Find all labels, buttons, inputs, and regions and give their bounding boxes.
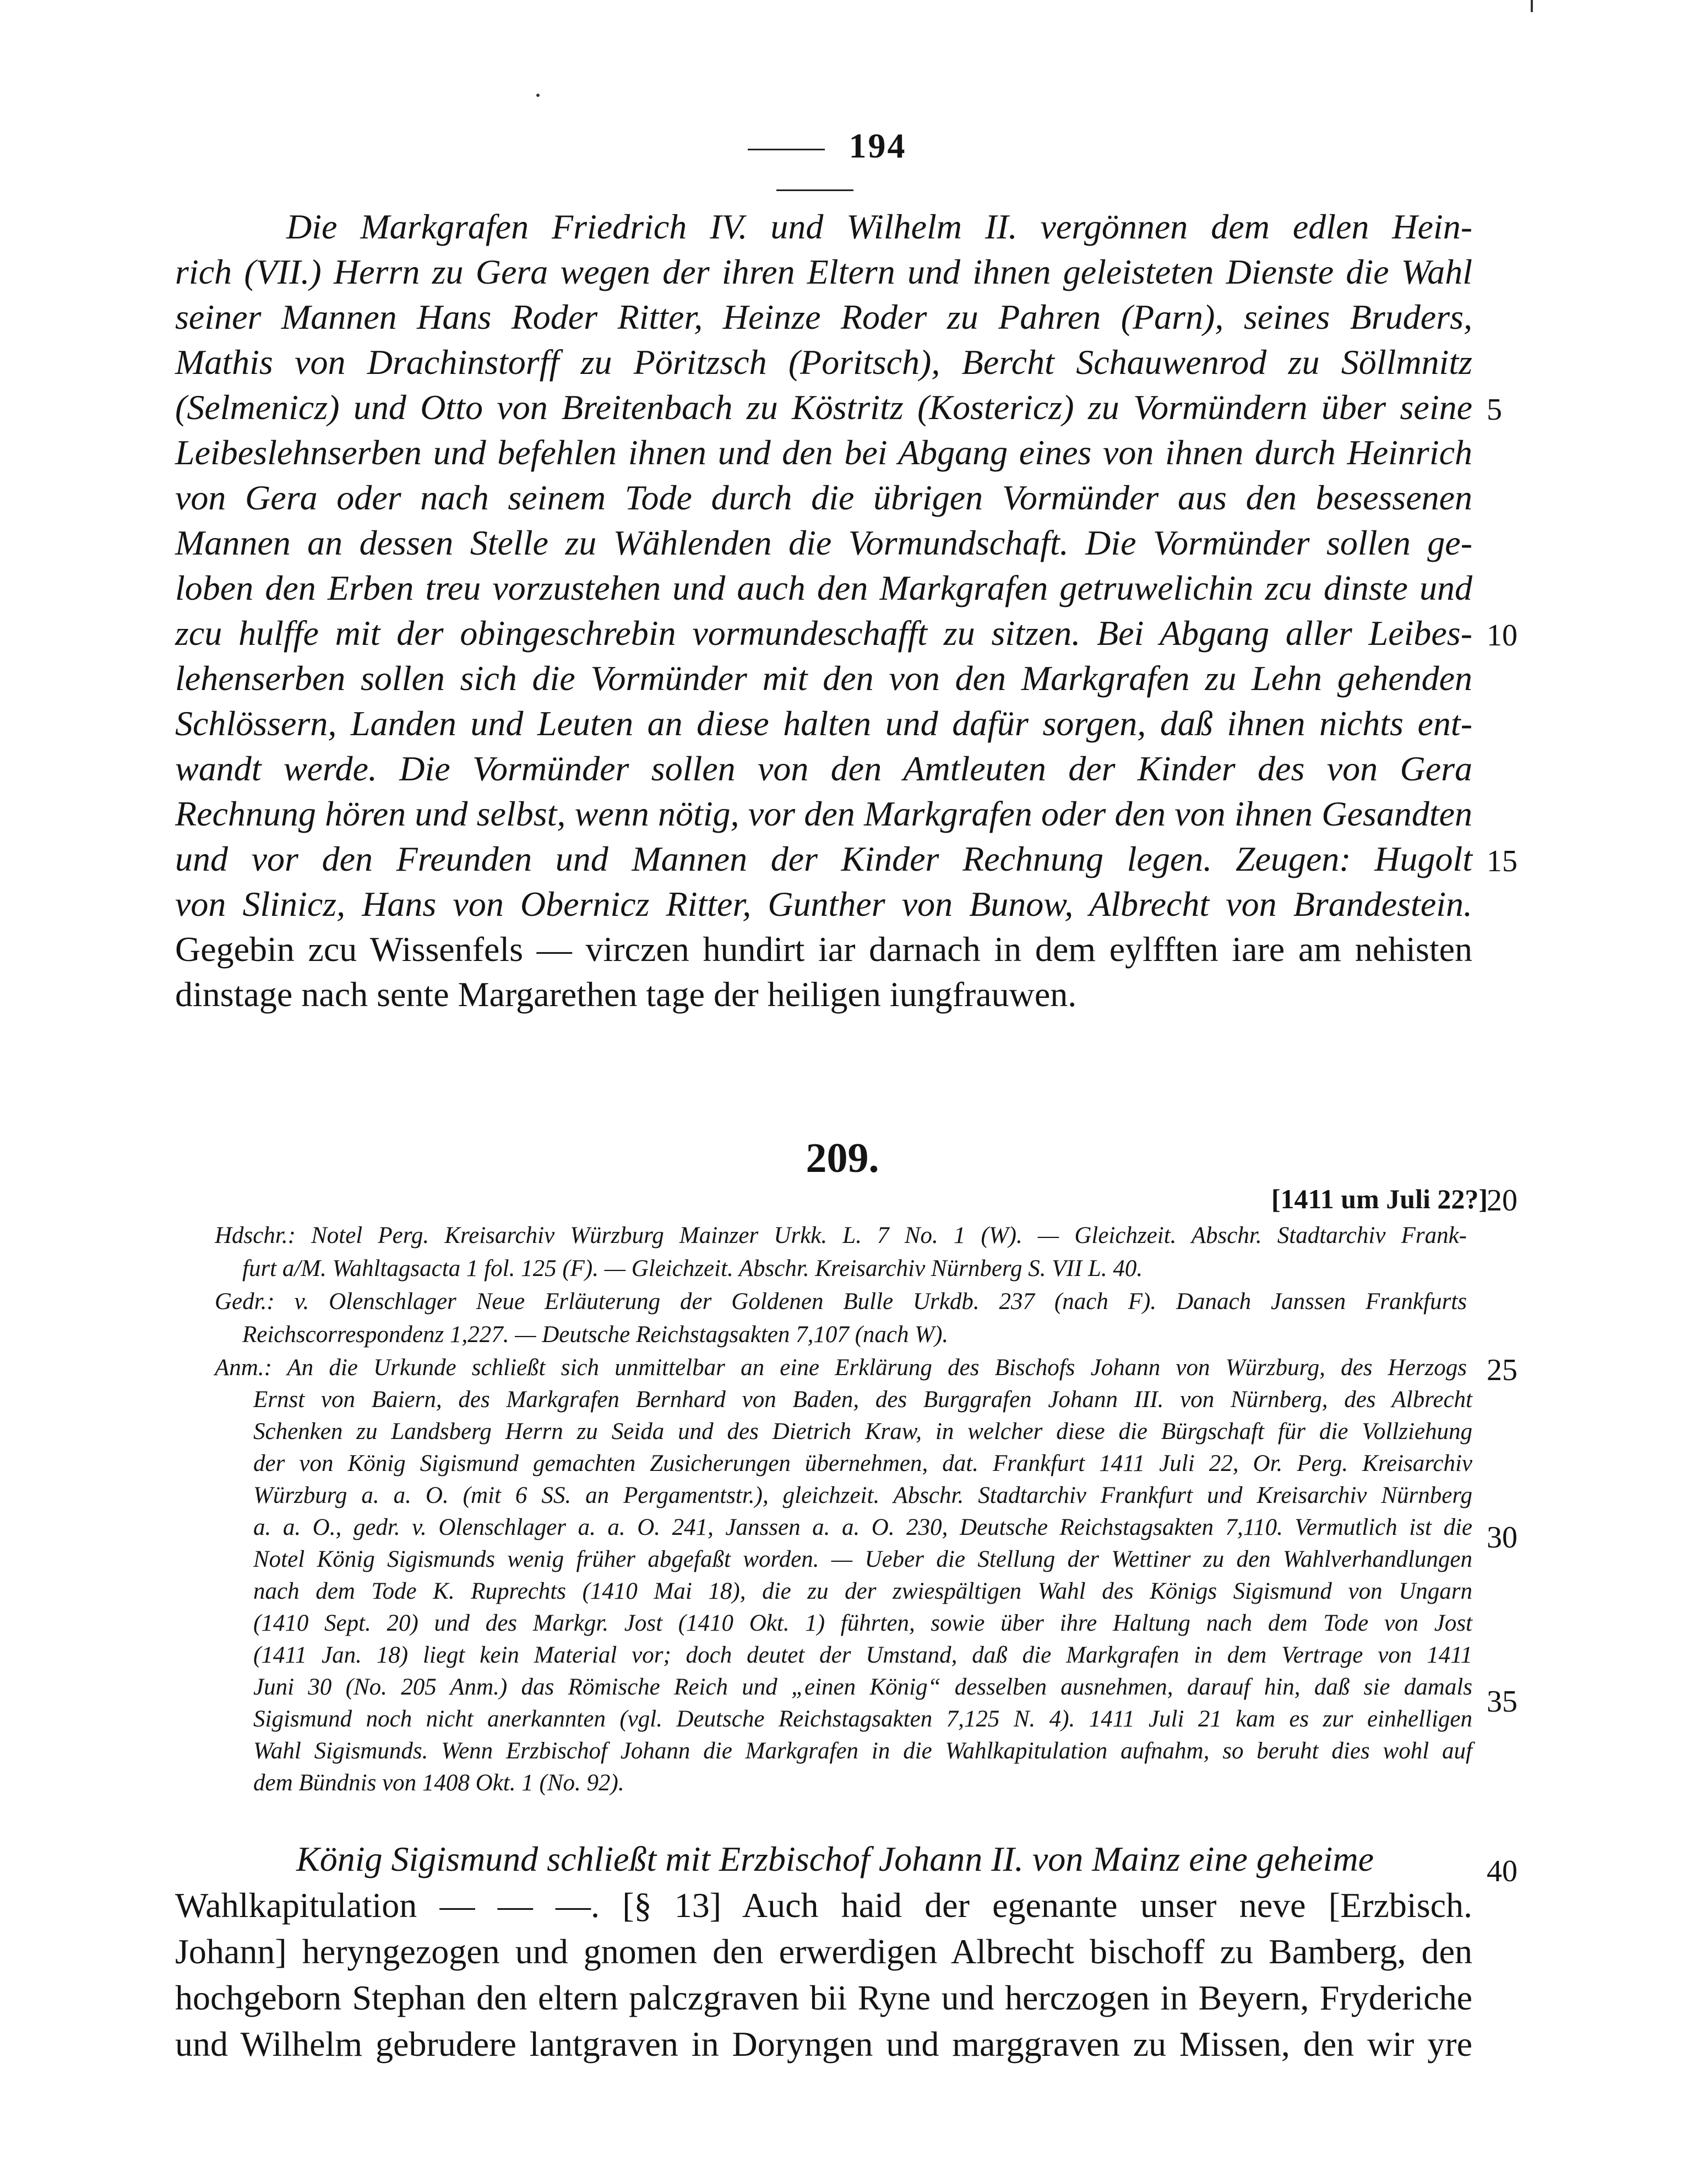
text-line: Wahlkapitulation — — —. [§ 13] Auch haid der egenante unser neve [Erzbisch. (175, 1886, 1472, 1925)
text-line: loben den Erben treu vorzustehen und auch den Markgrafen getruwelichin zcu dinste und (175, 568, 1472, 607)
note-line: (1411 Jan. 18) liegt kein Material vor; doch deutet der Umstand, daß die Markgrafen in dem Vertrage von 1411 (253, 1642, 1472, 1668)
note-line: Juni 30 (No. 205 Anm.) das Römische Reich und „einen König“ desselben ausnehmen, darauf hin, daß sie damals (253, 1674, 1472, 1700)
note-line: Notel König Sigismunds wenig früher abgefaßt worden. — Ueber die Stellung der Wettiner zu den Wahlverhandlungen (253, 1546, 1472, 1572)
note-line: dem Bündnis von 1408 Okt. 1 (No. 92). (253, 1770, 624, 1796)
line-number: 25 (1487, 1353, 1517, 1387)
line-number: 15 (1487, 844, 1517, 878)
text-line: Mannen an dessen Stelle zu Wählenden die Vormundschaft. Die Vormünder sollen ge- (175, 523, 1472, 562)
text-line: von Gera oder nach seinem Tode durch die übrigen Vormünder aus den besessenen (175, 478, 1472, 517)
text-line: Die Markgrafen Friedrich IV. und Wilhelm II. vergönnen dem edlen Hein- (286, 207, 1472, 246)
document-date: [1411 um Juli 22?] (1271, 1183, 1488, 1214)
note-line: (1410 Sept. 20) und des Markgr. Jost (1410 Okt. 1) führten, sowie über ihre Haltung nach dem Tode von Jost (253, 1610, 1472, 1636)
line-number: 35 (1487, 1685, 1517, 1719)
note-line: a. a. O., gedr. v. Olenschlager a. a. O. 241, Janssen a. a. O. 230, Deutsche Reichstagsakten 7,110. Vermutlich ist die (253, 1514, 1472, 1540)
text-line: und vor den Freunden und Mannen der Kinder Rechnung legen. Zeugen: Hugolt (175, 839, 1472, 878)
note-line: Wahl Sigismunds. Wenn Erzbischof Johann die Markgrafen in die Wahlkapitulation aufnahm, so beruht dies wohl auf (253, 1738, 1472, 1764)
note-line: der von König Sigismund gemachten Zusicherungen übernehmen, dat. Frankfurt 1411 Juli 22, Or. Perg. Kreisarchiv (253, 1451, 1472, 1476)
note-line: Schenken zu Landsberg Herrn zu Seida und des Dietrich Kraw, in welcher diese die Bürgschaft für die Vollziehung (253, 1419, 1472, 1445)
note-line: nach dem Tode K. Ruprechts (1410 Mai 18), die zu der zwiespältigen Wahl des Königs Sigismund von Ungarn (253, 1578, 1472, 1604)
header-dash-left (748, 149, 825, 150)
note-line: Hdschr.: Notel Perg. Kreisarchiv Würzburg Mainzer Urkk. L. 7 No. 1 (W). — Gleichzeit. Abschr. Stadtarchiv Frank- (215, 1223, 1467, 1248)
text-line: rich (VII.) Herrn zu Gera wegen der ihren Eltern und ihnen geleisteten Dienste die Wahl (175, 252, 1472, 291)
line-number: 5 (1487, 393, 1502, 427)
text-line: König Sigismund schließt mit Erzbischof Johann II. von Mainz eine geheime (296, 1839, 1374, 1878)
note-line: Sigismund noch nicht anerkannten (vgl. Deutsche Reichstagsakten 7,125 N. 4). 1411 Juli 21 kam es zur einhelligen (253, 1706, 1472, 1732)
note-line: Anm.: An die Urkunde schließt sich unmittelbar an eine Erklärung des Bischofs Johann von Würzburg, des Herzogs (215, 1355, 1467, 1381)
page-number: 194 (848, 126, 907, 165)
scan-mark (1531, 0, 1533, 12)
note-line: furt a/M. Wahltagsacta 1 fol. 125 (F). — Gleichzeit. Abschr. Kreisarchiv Nürnberg S. VII L. 40. (242, 1256, 1143, 1281)
scan-dot (536, 94, 540, 97)
text-line: Mathis von Drachinstorff zu Pöritzsch (Poritsch), Bercht Schauwenrod zu Söllmnitz (175, 343, 1472, 382)
text-line: lehenserben sollen sich die Vormünder mit den von den Markgrafen zu Lehn gehenden (175, 659, 1472, 698)
text-line: Leibeslehnserben und befehlen ihnen und den bei Abgang eines von ihnen durch Heinrich (175, 433, 1472, 472)
text-line: dinstage nach sente Margarethen tage der heiligen iungfrauwen. (175, 975, 1077, 1014)
text-line: Rechnung hören und selbst, wenn nötig, vor den Markgrafen oder den von ihnen Gesandten (175, 794, 1472, 833)
text-line: wandt werde. Die Vormünder sollen von den Amtleuten der Kinder des von Gera (175, 749, 1472, 788)
text-line: zcu hulffe mit der obingeschrebin vormundeschafft zu sitzen. Bei Abgang aller Leibes- (175, 613, 1472, 653)
line-number: 30 (1487, 1521, 1517, 1555)
note-line: Reichscorrespondenz 1,227. — Deutsche Reichstagsakten 7,107 (nach W). (242, 1322, 949, 1348)
text-line: seiner Mannen Hans Roder Ritter, Heinze Roder zu Pahren (Parn), seines Bruders, (175, 297, 1472, 336)
text-line: Gegebin zcu Wissenfels — virczen hundirt iar darnach in dem eylfften iare am nehisten (175, 930, 1472, 969)
text-line: (Selmenicz) und Otto von Breitenbach zu Köstritz (Kostericz) zu Vormündern über seine (175, 388, 1472, 427)
line-number: 20 (1487, 1183, 1517, 1218)
text-line: Johann] heryngezogen und gnomen den erwerdigen Albrecht bischoff zu Bamberg, den (175, 1932, 1472, 1971)
note-line: Würzburg a. a. O. (mit 6 SS. an Pergamentstr.), gleichzeit. Abschr. Stadtarchiv Frankfurt und Kreisarchiv Nürnberg (253, 1483, 1472, 1508)
note-line: Gedr.: v. Olenschlager Neue Erläuterung der Goldenen Bulle Urkdb. 237 (nach F). Danach Janssen Frankfurts (215, 1289, 1467, 1315)
text-line: und Wilhelm gebrudere lantgraven in Doryngen und marggraven zu Missen, den wir yre (175, 2024, 1472, 2063)
line-number: 10 (1487, 618, 1517, 653)
text-line: Schlössern, Landen und Leuten an diese halten und dafür sorgen, daß ihnen nichts ent- (175, 704, 1472, 743)
document-number: 209. (806, 1135, 879, 1181)
note-line: Ernst von Baiern, des Markgrafen Bernhard von Baden, des Burggrafen Johann III. von Nürnberg, des Albrecht (253, 1387, 1472, 1413)
text-line: hochgeborn Stephan den eltern palczgraven bii Ryne und herczogen in Beyern, Fryderiche (175, 1978, 1472, 2017)
header-dash-right (776, 189, 853, 191)
text-line: von Slinicz, Hans von Obernicz Ritter, Gunther von Bunow, Albrecht von Brandestein. (175, 884, 1472, 924)
page-header (661, 126, 969, 207)
line-number: 40 (1487, 1854, 1517, 1888)
